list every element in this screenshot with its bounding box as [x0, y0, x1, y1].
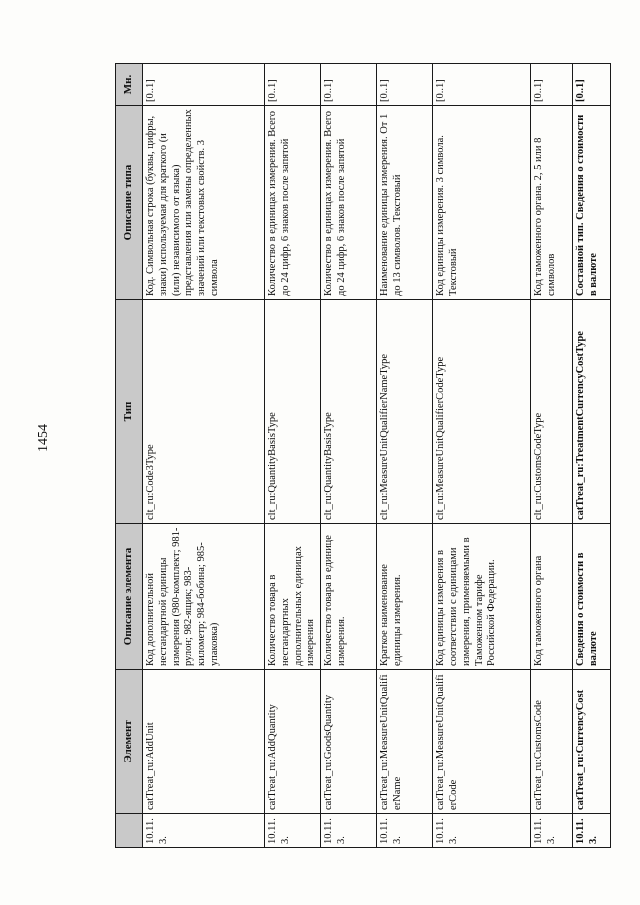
cell-type-description: Код единицы измерения. 3 символа. Текстовый	[433, 106, 531, 300]
cell-number: 10.11.3.	[377, 814, 433, 848]
cell-type: clt_ru:MeasureUnitQualifierCodeType	[433, 300, 531, 524]
table-row	[377, 64, 433, 848]
cell-type: clt_ru:QuantityBasisType	[265, 300, 321, 524]
cell-type: clt_ru:CustomsCodeType	[531, 300, 573, 524]
cell-element: catTreat_ru:CurrencyCost	[573, 670, 611, 814]
cell-element-description: Краткое наименование единицы измерения.	[377, 524, 433, 670]
cell-multiplicity: [0..1]	[143, 64, 265, 106]
cell-multiplicity: [0..1]	[433, 64, 531, 106]
cell-element-description: Количество товара в единице измерения.	[321, 524, 377, 670]
cell-number: 10.11.3.	[531, 814, 573, 848]
cell-element: catTreat_ru:MeasureUnitQualifierName	[377, 670, 433, 814]
header-element: Элемент	[116, 670, 143, 814]
table-row	[531, 64, 573, 848]
cell-number: 10.11.3.	[433, 814, 531, 848]
table-row	[433, 64, 531, 848]
cell-number: 10.11.3.	[265, 814, 321, 848]
cell-element: catTreat_ru:CustomsCode	[531, 670, 573, 814]
header-element-description: Описание элемента	[116, 524, 143, 670]
cell-type: clt_ru:Code3Type	[143, 300, 265, 524]
header-type-description: Описание типа	[116, 106, 143, 300]
cell-element-description: Код единицы измерения в соответствии с единицами измерения, применяемыми в Таможенном тарифе Российской Федерации.	[433, 524, 531, 670]
cell-element-description: Код дополнительной нестандартной единицы измерения (980-комплект; 981-рулон; 982-ящик; 983-километр; 984-бобина; 985-упаковка)	[143, 524, 265, 670]
cell-type-description: Код. Символьная строка (буквы, цифры, знаки) используемая для краткого (и (или) независимого от языка) представления или замены определенных значений или текстовых свойств. 3 символа	[143, 106, 265, 300]
cell-element-description: Количество товара в нестандартных дополнительных единицах измерения	[265, 524, 321, 670]
cell-multiplicity: [0..1]	[321, 64, 377, 106]
cell-element: catTreat_ru:MeasureUnitQualifierCode	[433, 670, 531, 814]
cell-type-description: Код таможенного органа. 2, 5 или 8 символов	[531, 106, 573, 300]
cell-type: clt_ru:QuantityBasisType	[321, 300, 377, 524]
table-row	[573, 64, 611, 848]
schema-table	[115, 63, 611, 848]
cell-element: catTreat_ru:GoodsQuantity	[321, 670, 377, 814]
cell-multiplicity: [0..1]	[531, 64, 573, 106]
cell-number: 10.11.3.	[143, 814, 265, 848]
cell-element-description: Сведения о стоимости в валюте	[573, 524, 611, 670]
cell-type: catTreat_ru:TreatmentCurrencyCostType	[573, 300, 611, 524]
cell-number: 10.11.3.	[573, 814, 611, 848]
table-row	[321, 64, 377, 848]
cell-type-description: Составной тип. Сведения о стоимости в валюте	[573, 106, 611, 300]
cell-multiplicity: [0..1]	[265, 64, 321, 106]
cell-type-description: Количество в единицах измерения. Всего до 24 цифр, 6 знаков после запятой	[265, 106, 321, 300]
table-body	[143, 64, 611, 848]
header-number	[116, 814, 143, 848]
cell-type-description: Наименование единицы измерения. От 1 до 13 символов. Текстовый	[377, 106, 433, 300]
table-row	[265, 64, 321, 848]
cell-type: clt_ru:MeasureUnitQualifierNameType	[377, 300, 433, 524]
header-multiplicity: Мн.	[116, 64, 143, 106]
cell-type-description: Количество в единицах измерения. Всего до 24 цифр, 6 знаков после запятой	[321, 106, 377, 300]
page-number: 1454	[36, 424, 51, 452]
cell-multiplicity: [0..1]	[573, 64, 611, 106]
cell-multiplicity: [0..1]	[377, 64, 433, 106]
table-header	[116, 64, 143, 848]
table-container	[115, 64, 599, 848]
cell-number: 10.11.3.	[321, 814, 377, 848]
table-row	[143, 64, 265, 848]
cell-element-description: Код таможенного органа	[531, 524, 573, 670]
cell-element: catTreat_ru:AddQuantity	[265, 670, 321, 814]
header-type: Тип	[116, 300, 143, 524]
cell-element: catTreat_ru:AddUnit	[143, 670, 265, 814]
